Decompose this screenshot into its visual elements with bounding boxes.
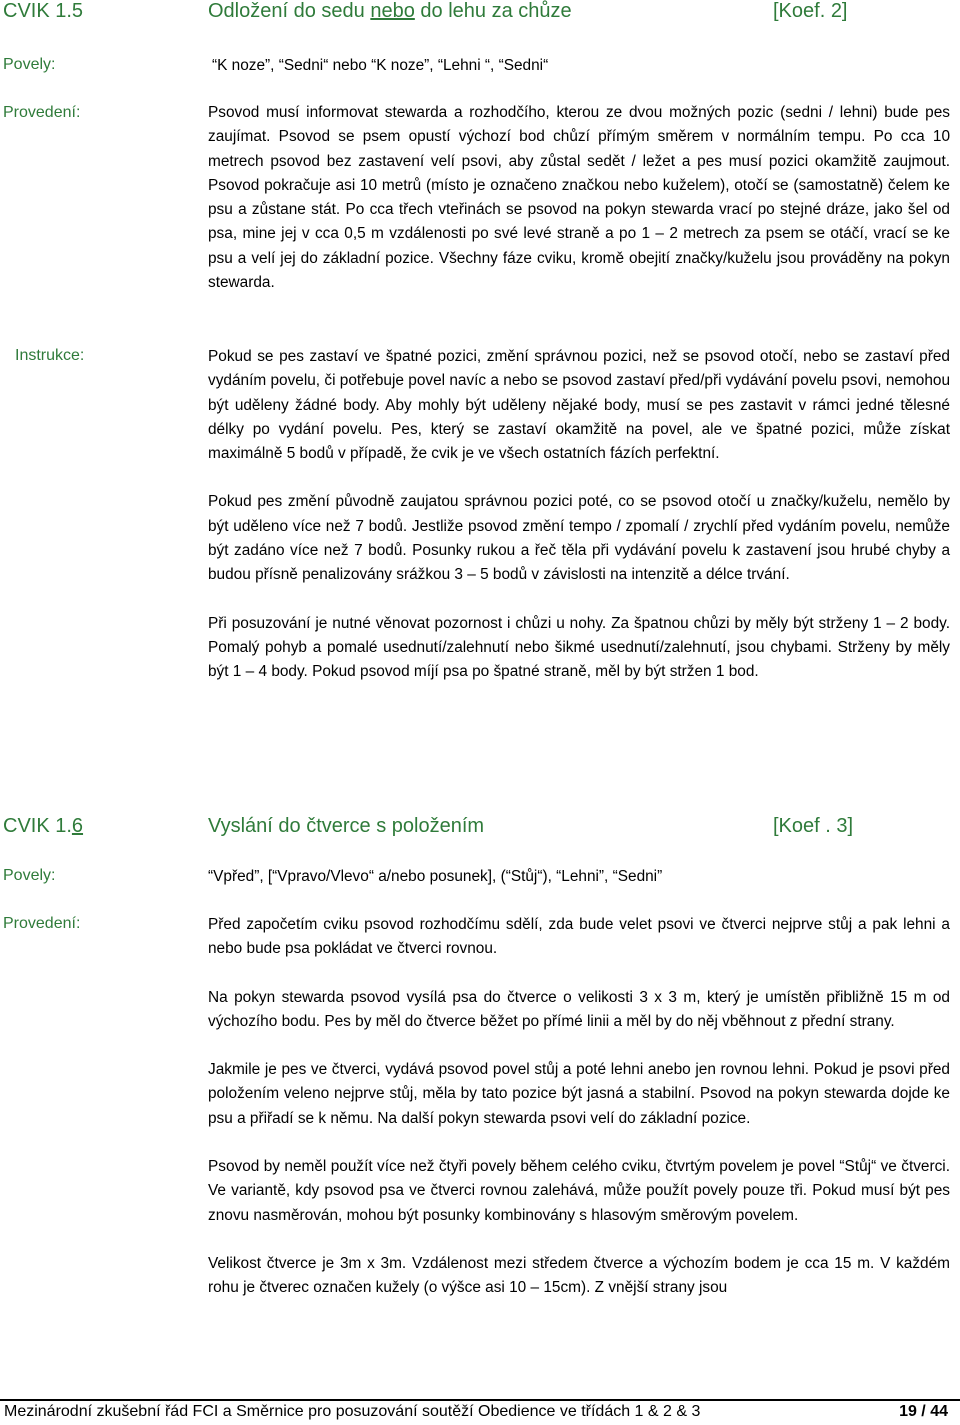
section2-koef: [Koef . 3]: [773, 815, 854, 837]
section2-title: Vyslání do čtverce s položením: [208, 815, 485, 837]
provedeni-paragraph: Psovod by neměl použít více než čtyři povely během celého cviku, čtvrtým povelem je povel “Stůj“ ve čtverci. Ve variantě, kdy psovod psa ve čtverci rovnou zalehává, může použít povely pouze tři. Pokud musí být pes znovu nasměrován, mohou být posunky kombinovány s hlasovým směrovým povelem.: [208, 1158, 950, 1224]
section1-instrukce-label: Instrukce:: [15, 347, 85, 364]
section1-povely-text: “K noze”, “Sedni“ nebo “K noze”, “Lehni “, “Sedni“: [212, 57, 549, 74]
instrukce-paragraph: Pokud se pes zastaví ve špatné pozici, změní správnou pozici, než se psovod otočí, nebo se zastaví před vydáním povelu, či potřebuje povel navíc a nebo se psovod zastaví před/při vydávání povelu psovi, nemohou být uděleny žádné body. Aby mohly být uděleny nějaké body, musí se pes zastavit v rámci jedné tělesné délky po vydání povelu. Pes, který se zastaví okamžitě na povel, ale ve špatné pozici, může získat maximálně 5 bodů v případě, že cvik je ve všech ostatních fázích perfektní.: [208, 348, 950, 463]
section1-code: CVIK 1.5: [3, 0, 84, 22]
section2-povely-text: “Vpřed”, [“Vpravo/Vlevo“ a/nebo posunek], (“Stůj“), “Lehni”, “Sedni”: [208, 868, 663, 885]
provedeni-paragraph: Na pokyn stewarda psovod vysílá psa do čtverce o velikosti 3 x 3 m, který je umístěn přibližně 15 m od výchozího bodu. Pes by měl do čtverce běžet po přímé linii a měl by do něj vběhnout z přední strany.: [208, 988, 950, 1030]
section1-koef: [Koef. 2]: [773, 0, 848, 22]
provedeni-paragraph: Jakmile je pes ve čtverci, vydává psovod povel stůj a poté lehni anebo jen rovnou lehni. Pokud je psovi před položením veleno nejprve stůj, měla by tato pozice být jasná a stabilní. Psovod na pokyn stewarda dojde ke psu a přiřadí se k němu. Na další pokyn stewarda psovi velí do základní pozice.: [208, 1061, 950, 1127]
section2-provedeni: [208, 913, 950, 1301]
page-number: 19 / 44: [899, 1403, 948, 1420]
section1-title: Odložení do sedu nebo do lehu za chůze: [208, 0, 572, 22]
provedeni-paragraph: Před započetím cviku psovod rozhodčímu sdělí, zda bude velet psovi ve čtverci nejprve stůj a pak lehni a nebo bude psa pokládat ve čtverci rovnou.: [208, 916, 950, 958]
instrukce-paragraph: Pokud pes změní původně zaujatou správnou pozici poté, co se psovod otočí u značky/kuželu, nemělo by být uděleno více než 7 bodů. Jestliže psovod změní tempo / zpomalí / zrychlí před vydáním povelu, nemůže být zadáno více než 7 bodů. Posunky rukou a řeč těla při vydávání povelu k zastavení jsou hrubé chyby a budou přísně penalizovány srážkou 3 – 5 bodů v závislosti na intenzitě a délce trvání.: [208, 493, 950, 584]
section1-povely-label: Povely:: [3, 56, 56, 73]
footer-title: Mezinárodní zkušební řád FCI a Směrnice pro posuzování soutěží Obedience ve třídách 1 & 2 & 3: [4, 1403, 701, 1420]
section1-provedeni-text: Psovod musí informovat stewarda a rozhodčího, kterou ze dvou možných pozic (sedni / lehni) bude pes zaujímat. Psovod se psem opustí výchozí bod chůzí přímým směrem v normálním tempu. Po cca 10 metrech psovod bez zastavení velí psovi, aby zůstal sedět / ležet a pes musí pozici okamžitě zaujmout. Psovod pokračuje asi 10 metrů (místo je označeno značkou nebo kuželem), otočí se (samostatně) čelem ke psu a zůstane stát. Po cca třech vteřinách se psovod na pokyn stewarda vrací po stejné dráze, jako šel od psa, mine jej v cca 0,5 m vzdálenosti po své levé straně a po 1 – 2 metrech za psem se otáčí, vrací se ke psu a velí jej do základní pozice. Všechny fáze cviku, kromě obejití značky/kuželu jsou prováděny na pokyn stewarda.: [208, 104, 950, 292]
section1-instrukce: [208, 345, 950, 685]
section2-provedeni-label: Provedení:: [3, 915, 81, 932]
section1-provedeni-label: Provedení:: [3, 104, 81, 121]
section2-povely-label: Povely:: [3, 867, 56, 884]
instrukce-paragraph: Při posuzování je nutné věnovat pozornost i chůzi u nohy. Za špatnou chůzi by měly být strženy 1 – 2 body. Pomalý pohyb a pomalé usednutí/zalehnutí nebo šikmé usednutí/zalehnutí, jsou chybami. Strženy by měly být 1 – 4 body. Pokud psovod míjí psa po špatné straně, měl by být stržen 1 bod.: [208, 614, 950, 681]
provedeni-paragraph: Velikost čtverce je 3m x 3m. Vzdálenost mezi středem čtverce a výchozím bodem je cca 15 m. V každém rohu je čtverec označen kužely (o výšce asi 10 – 15cm). Z vnější strany jsou: [208, 1254, 950, 1297]
section2-code: CVIK 1.6: [3, 815, 84, 837]
footer-divider: [0, 1399, 960, 1401]
